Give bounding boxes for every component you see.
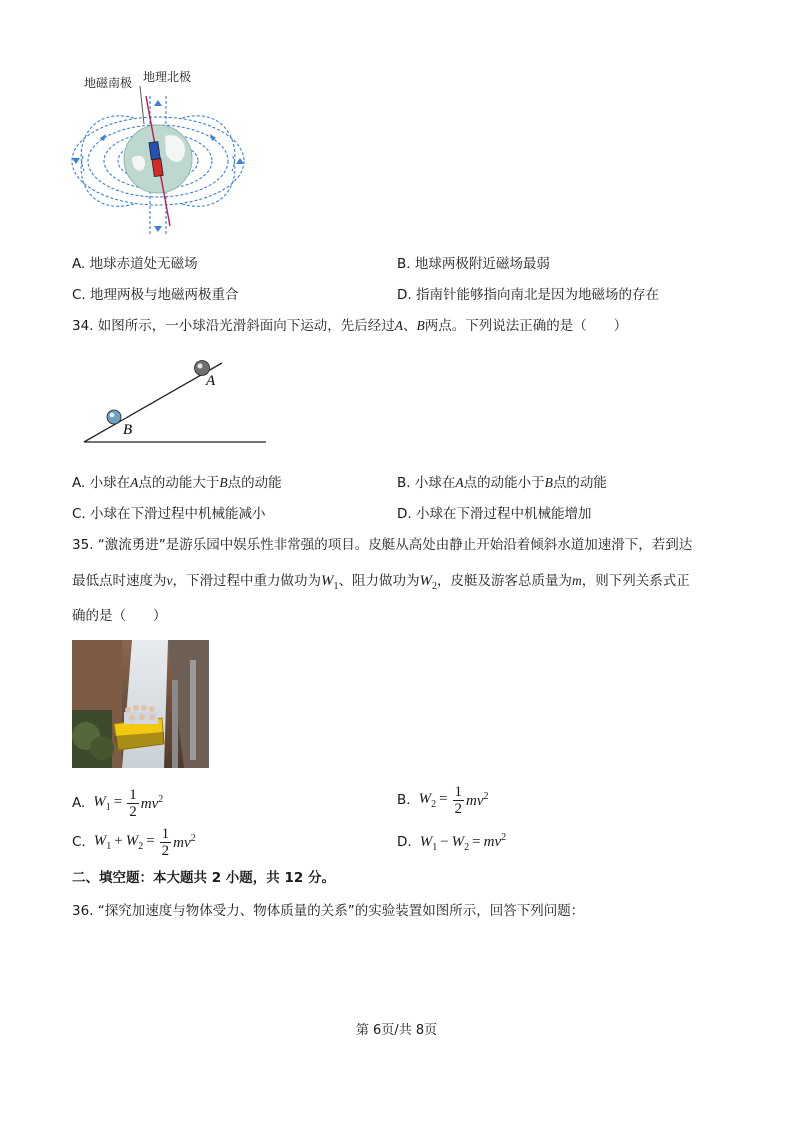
q35-stem-line1: 35. “激流勇进”是游乐园中娱乐性非常强的项目。皮艇从高处由静止开始沿着倾斜水道加速滑下，若到达 — [72, 537, 693, 553]
q33-option-c: C. 地理两极与地磁两极重合 — [72, 287, 239, 303]
label-point-b: B — [123, 422, 133, 438]
q34-option-b: B. 小球在A点的动能小于B点的动能 — [397, 475, 607, 491]
q36-stem: 36. “探究加速度与物体受力、物体质量的关系”的实验装置如图所示，回答下列问题： — [72, 903, 585, 919]
earth-magnetic-field-figure — [70, 66, 245, 238]
q33-option-b: B. 地球两极附近磁场最弱 — [397, 256, 550, 272]
label-geographic-north: 地理北极 — [143, 70, 192, 84]
q34-option-a: A. 小球在A点的动能大于B点的动能 — [72, 475, 282, 491]
q34-option-d: D. 小球在下滑过程中机械能增加 — [397, 506, 592, 522]
q35-stem-line3: 确的是（ ） — [72, 608, 167, 624]
incline-figure — [80, 355, 270, 450]
section-heading: 二、填空题：本大题共 2 小题，共 12 分。 — [72, 870, 335, 886]
q34-option-c: C. 小球在下滑过程中机械能减小 — [72, 506, 266, 522]
q35-stem-line2: 最低点时速度为v，下滑过程中重力做功为$W_1$、阻力做功为$W_2$，皮艇及游客总质量为m，则下列关系式正 — [72, 573, 690, 592]
q35-option-c: C. $W_1 + W_2$ = $\frac{1}{2}$ $mv^2$ — [72, 825, 196, 859]
q34-stem: 34. 如图所示，一小球沿光滑斜面向下运动，先后经过A、B两点。下列说法正确的是（ ） — [72, 318, 628, 334]
ball-b — [107, 410, 121, 424]
q35-option-a: A. $W_1$ = $\frac{1}{2}$ $mv^2$ — [72, 786, 164, 820]
earth-field-diagram — [70, 66, 245, 238]
q35-option-d: D. $W_1 - W_2 = mv^2$ — [397, 831, 507, 853]
label-magnetic-south: 地磁南极 — [84, 76, 133, 90]
page-footer: 第 6页/共 8页 — [355, 1023, 438, 1038]
q33-option-a: A. 地球赤道处无磁场 — [72, 256, 198, 272]
q35-option-b: B. $W_2$ = $\frac{1}{2}$ $mv^2$ — [397, 783, 489, 817]
q33-option-d: D. 指南针能够指向南北是因为地磁场的存在 — [397, 287, 659, 303]
label-point-a: A — [206, 373, 216, 389]
rafting-photo — [72, 640, 209, 768]
